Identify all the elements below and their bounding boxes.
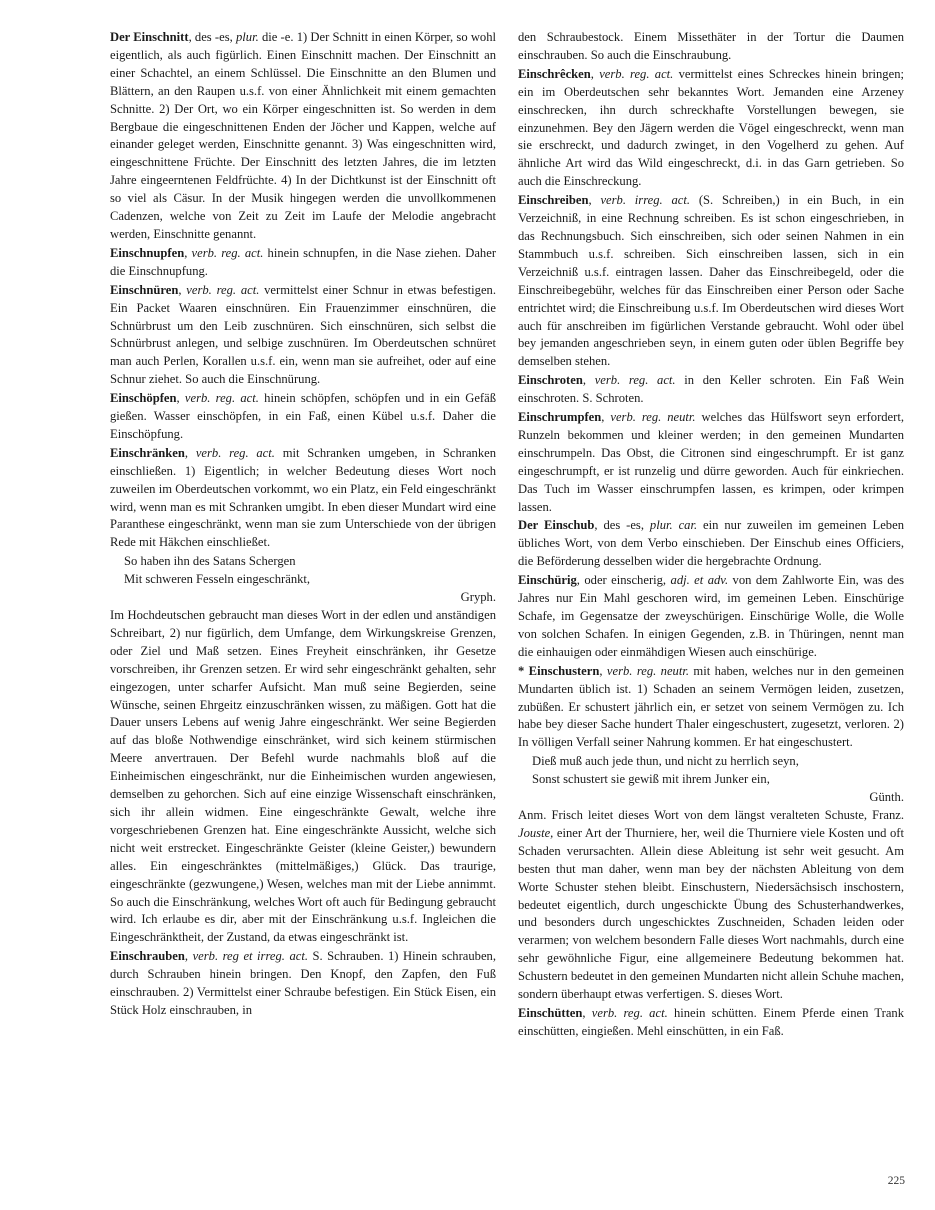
grammar-note: verb. reg. act.	[599, 66, 674, 81]
definition: hinein schütten. Einem Pferde einen Trank einschütten, eingießen. Mehl einschütten, in ein Faß.	[518, 1005, 905, 1038]
headword: Einschränken	[110, 445, 185, 460]
entry-einschuerig: Einschürig, oder einscherig, adj. et adv. von dem Zahlworte Ein, was des Jahres nur Ein Mahl geschoren wird, im gemeinen Leben. Einschürige Schafe, im Gegensatze der zweyschürigen. Einschürige Wolle, die Wolle von solchen Schafen. In einigen Gegenden, z.B. in Thüringen, nennt man die einhauigen oder einmähdigen Wiesen auch einschürige.	[518, 573, 905, 659]
grammar-note: plur. car.	[649, 518, 698, 533]
headword: Der Einschnitt	[110, 30, 189, 44]
headword: Einschürig	[518, 573, 577, 588]
definition: (S. Schreiben,) in ein Buch, in ein Verzeichniß, in eine Rechnung schreiben. Es ist schon eingeschrieben, in das Rechnungsbuch. Sich einschreiben, sich oder seinen Nahmen in ein Stammbuch u.s.f. schreiben. Sich einschreiben lassen, sich in ein Verzeichniß u.s.f. eintragen lassen. Daher das Einschreibegeld, oder die Einschreibegebühr, welches für das Einschreiben einer Person oder Sache entrichtet wird; die Einschreibung u.s.f. Im Oberdeutschen wird dieses Wort auch für anschreiben im figürlichen Verstande gebraucht. Wohl oder übel bey jemanden angeschrieben seyn, in einem guten oder üblen Begriffe bey demselben stehen.	[518, 193, 904, 369]
headword: Einschrêcken	[518, 66, 591, 81]
headword: Einschreiben	[518, 193, 589, 208]
definition-continued: Im Hochdeutschen gebraucht man dieses Wort in der edlen und anständigen Schreibart, 2) nur figürlich, dem Umfange, dem Wirkungskreise Grenzen, oder Ziel und Maß setzen. Eines Freyheit einschränken, ihr Gesetze vorschreiben, ihr Grenzen setzen. Er wird sehr eingeschränkt gehalten, sehr eingezogen, unter scharfer Aufsicht. Man muß seine Begierden, seine Wünsche, seinen Ehrgeitz einzuschränken wissen, zu mäßigen. Gott hat die Dauer unsers Lebens auf wenig Jahre eingeschränkt. Wer seine Begierden auf das bloße Nothwendige einschränket, wird sich keinem stürmischen Meere anvertrauen. Der Befehl wurde nachmahls bloß auf die Einheimischen eingeschränkt, nur die Einheimischen wurden angewiesen, demselben zu gehorchen. Sich auf eine einzige Wissenschaft einschränken, sich ihr allein widmen. Eine eingeschränkte Gewalt, welche ihre vorgeschriebenen Grenzen hat. Eine eingeschränkte Aussicht, welche sich nicht weit erstrecket. Eingeschränkte Geister (kleine Geister,) bewundern alles. Ein eingeschränktes (mittelmäßiges,) Glück. Das traurige, eingeschränkte (gezwungene,) Wesen, welches man mit der Liebe annimmt. So auch die Einschränkung, welches Wort oft auch für Bedingung gebraucht wird. Ich erlaube es dir, aber mit der Einschränkung u.s.f. Ingleichen die Eingeschränktheit, der Zustand, da etwas eingeschränkt ist.	[110, 608, 496, 945]
annotation: Anm. Frisch leitet dieses Wort von dem längst veralteten Schuste, Franz. Jouste, einer Art der Thurniere, her, weil die Thurniere viele Kosten und oft Schaden verursachten. Allein diese Ableitung ist sehr weit gesucht. Am besten thut man daher, wenn man bey der nächsten Ableitung von dem Worte Schuster stehen bleibt. Einschustern, Niedersächsisch inschostern, bedeutet eigentlich, durch ungeschickte Übung des Schusterhandwerkes, und besonders durch ungeschicktes Zuschneiden, Schaden leiden oder verarmen; von welchem besondern Falle dieses Wort nachmahls, durch eine sehr gewöhnliche Figur, eine allgemeinere Bedeutung bekommen hat. Schustern bedeutet in den gemeinen Mundarten nicht allein Schuhe machen, sondern überhaupt etwas verfertigen. S. dieses Wort.	[518, 807, 904, 1002]
verse-line: Mit schweren Fesseln eingeschränkt,	[124, 572, 311, 587]
headword: Einschrumpfen	[518, 410, 602, 425]
entry-einschrecken: Einschrêcken, verb. reg. act. vermittelst eines Schreckes hinein bringen; ein im Oberdeutschen sehr bekanntes Wort. Jemanden eine Arzeney einschrecken, ihn durch schreckhafte Vorstellungen bewegen, sie einzunehmen. Bey den Jägern werden die Vögel eingeschreckt, wenn man sie erschreckt, und dadurch zwinget, in den Vogelherd zu gehen. Auf ähnliche Art wird das Wild eingeschreckt, d.i. in das Garn getrieben. So auch die Einschreckung.	[518, 66, 904, 189]
grammar-note: verb. reg. act.	[184, 391, 259, 406]
headword: Einschroten	[518, 373, 583, 388]
entry-einschrauben-continued: den Schraubestock. Einem Missethäter in der Tortur die Daumen einschrauben. So auch die Einschraubung.	[518, 30, 904, 62]
entry-einschnitt: Der Einschnitt, des -es, plur. die -e. 1) Der Schnitt in einen Körper, so wohl eigentlich, als auch figürlich. Einen Einschnitt machen. Der Einschnitt an einer Schachtel, an einem Schlüssel. Die Einschnitte an den Blumen und Blättern, an den Raupen u.s.f. von einer Ähnlichkeit mit einem gemachten Schnitte. 2) Der Ort, wo ein Körper eingeschnitten ist. So werden in dem Bergbaue die eingeschnittenen Enden der Jöcher und Kappen, welche auf einander geleget werden, Einschnitte genannt. 3) Was eingeschnitten wird, eingeschnittene Früchte. Der Einschnitt des letzten Jahres, die im letzten Jahre eingeerntenen Feldfrüchte. 4) In der Dichtkunst ist der Einschnitt oft so viel als Cäsur. In der Musik hingegen werden die unvollkommenen Cadenzen, welche von Zeit zu Zeit im Laufe der Melodie angebracht werden, Einschnitte genannt.	[110, 30, 497, 241]
definition: mit haben, welches nur in den gemeinen Mundarten üblich ist. 1) Schaden an seinem Vermögen leiden, zusetzen, zubüßen. Er schustert jährlich ein, er setzet von seinem Vermögen zu. Ich habe bey dieser Sache hundert Thaler eingeschustert, zugesetzt, verloren. 2) In völligen Verfall seiner Nahrung kommen. Er hat eingeschustert.	[518, 663, 904, 750]
grammar-note: verb. reg. act.	[186, 282, 260, 297]
definition: von dem Zahlworte Ein, was des Jahres nur Ein Mahl geschoren wird, im gemeinen Leben. Einschürige Schafe, im Gegensatze der zweyschürigen. Einschürige Wolle, die Wolle von solchen Schafen. In einigen Gegenden, z.B. in Thüringen, nennt man die einhauigen oder einmähdigen Wiesen auch einschürige.	[518, 573, 905, 659]
right-column	[518, 29, 904, 1042]
grammar-note: verb. reg. act.	[195, 445, 275, 460]
headword: Einschrauben	[110, 949, 185, 964]
definition: hinein schöpfen, schöpfen und in ein Gefäß gießen. Wasser einschöpfen, in ein Faß, einen Kübel u.s.f. Daher die Einschöpfung.	[110, 391, 496, 441]
grammar-note: adj. et adv.	[670, 573, 729, 588]
grammar-note: verb. reg. neutr.	[610, 410, 696, 425]
entry-einschustern: * Einschustern, verb. reg. neutr. mit haben, welches nur in den gemeinen Mundarten üblich ist. 1) Schaden an seinem Vermögen leiden, zusetzen, zubüßen. Er schustert jährlich ein, er setzet von seinem Vermögen zu. Ich habe bey dieser Sache hundert Thaler eingeschustert, zugesetzt, verloren. 2) In völligen Verfall seiner Nahrung kommen. Er hat eingeschustert.	[518, 663, 904, 750]
entry-einschroten: Einschroten, verb. reg. act. in den Keller schroten. Ein Faß Wein einschroten. S. Schroten.	[518, 373, 904, 406]
headword: Einschöpfen	[110, 391, 177, 406]
entry-einschreiben: Einschreiben, verb. irreg. act. (S. Schreiben,) in ein Buch, in ein Verzeichniß, in eine Rechnung schreiben. Es ist schon eingeschrieben, in das Rechnungsbuch. Sich einschreiben, sich oder seinen Nahmen in ein Stammbuch u.s.f. schreiben. Sich einschreiben lassen, sich in ein Verzeichniß u.s.f. eintragen lassen. Daher das Einschreibegeld, oder die Einschreibegebühr, welches für das Einschreiben einer Person oder Sache entrichtet wird; die Einschreibung u.s.f. Im Oberdeutschen wird dieses Wort auch für anschreiben im figürlichen Verstande gebraucht. Wohl oder übel bey jemanden angeschrieben seyn, in einem guten oder üblen Begriffe bey demselben stehen.	[518, 193, 904, 369]
verse-line: Dieß muß auch jede thun, und nicht zu herrlich seyn,	[532, 754, 799, 769]
entry-einschnueren: Einschnüren, verb. reg. act. vermittelst einer Schnur in etwas befestigen. Ein Packet Waaren einschnüren. Ein Frauenzimmer einschnüren, die Schnürbrust um den Leib zuschnüren. Sich einschnüren, sich selbst die Schnürbrust anlegen, und selbige zuschnüren. Im Oberdeutschen schnüret man auch Perlen, Korallen u.s.f. ein, wenn man sie aufreihet, oder auf eine Schnur ziehet. So auch die Einschnürung.	[110, 282, 497, 387]
entry-einschoepfen: Einschöpfen, verb. reg. act. hinein schöpfen, schöpfen und in ein Gefäß gießen. Wasser einschöpfen, in ein Faß, einen Kübel u.s.f. Daher die Einschöpfung.	[110, 391, 496, 441]
definition: hinein schnupfen, in die Nase ziehen. Daher die Einschnupfung.	[110, 245, 497, 278]
verse-line: So haben ihn des Satans Schergen	[124, 554, 296, 569]
verse-source: Günth.	[869, 790, 904, 805]
verse-source: Gryph.	[460, 590, 496, 605]
grammar-note: verb. reg et irreg. act.	[192, 949, 308, 964]
headword: * Einschustern	[518, 663, 600, 678]
entry-einschub: Der Einschub, des -es, plur. car. ein nur zuweilen im gemeinen Leben übliches Wort, von dem Verbo einschieben. Der Einschub eines Officiers, die Beförderung desselben wider die hergebrachte Ordnung.	[518, 518, 904, 569]
entry-einschnupfen: Einschnupfen, verb. reg. act. hinein schnupfen, in die Nase ziehen. Daher die Einschnupfung.	[110, 245, 497, 278]
entry-einschraenken: Einschränken, verb. reg. act. mit Schranken umgeben, in Schranken einschließen. 1) Eigentlich; in welcher Bedeutung dieses Wort noch zuweilen im Oberdeutschen vorkommt, wo ein Platz, ein Feld eingeschränkt wird, wenn man es mit Schranken umgibt. In eben dieser Mundart wird eine Paranthese eingeschränkt, wenn man sie zum Unterschiede von der übrigen Rede mit Häkchen einschließet.	[110, 445, 497, 550]
headword: Einschnupfen	[110, 245, 185, 260]
definition: vermittelst eines Schreckes hinein bringen; ein im Oberdeutschen sehr bekanntes Wort. Jemanden eine Arzeney einschrecken, ihn durch schreckhafte Vorstellungen bewegen, sie einzunehmen. Bey den Jägern werden die Vögel eingeschreckt, wenn man sie erschreckt, und dadurch zwinget, in den Vogelherd zu gehen. Auf ähnliche Art wird das Wild eingeschreckt, d.i. in das Garn getrieben. So auch die Einschreckung.	[518, 66, 904, 189]
definition: die -e. 1) Der Schnitt in einen Körper, so wohl eigentlich, als auch figürlich. Einen Einschnitt machen. Der Einschnitt an einer Schachtel, an einem Schlüssel. Die Einschnitte an den Blumen und Blättern, an den Raupen u.s.f. von einer Ähnlichkeit mit einem gemachten Schnitte. 2) Der Ort, wo ein Körper eingeschnitten ist. So werden in dem Bergbaue die eingeschnittenen Enden der Jöcher und Kappen, welche auf einander geleget werden, Einschnitte genannt. 3) Was eingeschnitten wird, eingeschnittene Früchte. Der Einschnitt des letzten Jahres, die im letzten Jahre eingeerntenen Feldfrüchte. 4) In der Dichtkunst ist der Einschnitt oft so viel als Cäsur. In der Musik hingegen werden die unvollkommenen Cadenzen, welche von Zeit zu Zeit im Laufe der Melodie angebracht werden, Einschnitte genannt.	[110, 30, 497, 241]
grammar-note: verb. reg. act.	[591, 1005, 668, 1020]
definition: in den Keller schroten. Ein Faß Wein einschroten. S. Schroten.	[518, 373, 904, 406]
headword: Der Einschub	[518, 518, 595, 533]
verse-line: Sonst schustert sie gewiß mit ihrem Junker ein,	[532, 772, 770, 787]
grammar-note: verb. reg. act.	[191, 245, 264, 260]
grammar-note: plur.	[235, 30, 259, 44]
definition: mit Schranken umgeben, in Schranken einschließen. 1) Eigentlich; in welcher Bedeutung dieses Wort noch zuweilen im Oberdeutschen vorkommt, wo ein Platz, ein Feld eingeschränkt wird, wenn man es mit Schranken umgibt. In eben dieser Mundart wird eine Paranthese eingeschränkt, wenn man sie zum Unterschiede von der übrigen Rede mit Häkchen einschließet.	[110, 445, 497, 550]
definition: vermittelst einer Schnur in etwas befestigen. Ein Packet Waaren einschnüren. Ein Frauenzimmer einschnüren, die Schnürbrust um den Leib zuschnüren. Sich einschnüren, sich selbst die Schnürbrust anlegen, und selbige zuschnüren. Im Oberdeutschen schnüret man auch Perlen, Korallen u.s.f. ein, wenn man sie aufreihet, oder auf eine Schnur ziehet. So auch die Einschnürung.	[110, 282, 497, 387]
definition: ein nur zuweilen im gemeinen Leben übliches Wort, von dem Verbo einschieben. Der Einschub eines Officiers, die Beförderung desselben wider die hergebrachte Ordnung.	[518, 518, 904, 569]
entry-einschrauben: Einschrauben, verb. reg et irreg. act. S. Schrauben. 1) Hinein schrauben, durch Schrauben hinein bringen. Den Knopf, den Zapfen, den Fuß einschrauben. 2) Vermittelst einer Schraube befestigen. Ein Stück Eisen, ein Stück Holz einschrauben, in	[110, 949, 497, 1017]
grammar-note: verb. irreg. act.	[600, 193, 691, 208]
entry-einschrumpfen: Einschrumpfen, verb. reg. neutr. welches das Hülfswort seyn erfordert, Runzeln bekommen und kleiner werden; in den gemeinen Mundarten einschrumpeln. Das Obst, die Citronen sind eingeschrumpft. Er ist ganz eingeschrumpft, er ist runzelig und dürre geworden. Auch für einkriechen. Das Tuch im Wasser einschrumpfen lassen, es krimpen, oder krimpen lassen.	[518, 410, 904, 514]
grammar-note: verb. reg. neutr.	[606, 663, 690, 678]
grammar-note: verb. reg. act.	[594, 373, 676, 388]
left-column	[110, 29, 496, 1021]
definition: welches das Hülfswort seyn erfordert, Runzeln bekommen und kleiner werden; in den gemeinen Mundarten einschrumpeln. Das Obst, die Citronen sind eingeschrumpft. Er ist ganz eingeschrumpft, er ist runzelig und dürre geworden. Auch für einkriechen. Das Tuch im Wasser einschrumpfen lassen, es krimpen, oder krimpen lassen.	[518, 410, 904, 514]
headword: Einschütten	[518, 1005, 583, 1020]
entry-einschuetten: Einschütten, verb. reg. act. hinein schütten. Einem Pferde einen Trank einschütten, eingießen. Mehl einschütten, in ein Faß.	[518, 1005, 905, 1038]
page-number: 225	[887, 1175, 905, 1187]
definition: S. Schrauben. 1) Hinein schrauben, durch Schrauben hinein bringen. Den Knopf, den Zapfen, den Fuß einschrauben. 2) Vermittelst einer Schraube befestigen. Ein Stück Eisen, ein Stück Holz einschrauben, in	[110, 949, 497, 1017]
headword: Einschnüren	[110, 282, 179, 297]
